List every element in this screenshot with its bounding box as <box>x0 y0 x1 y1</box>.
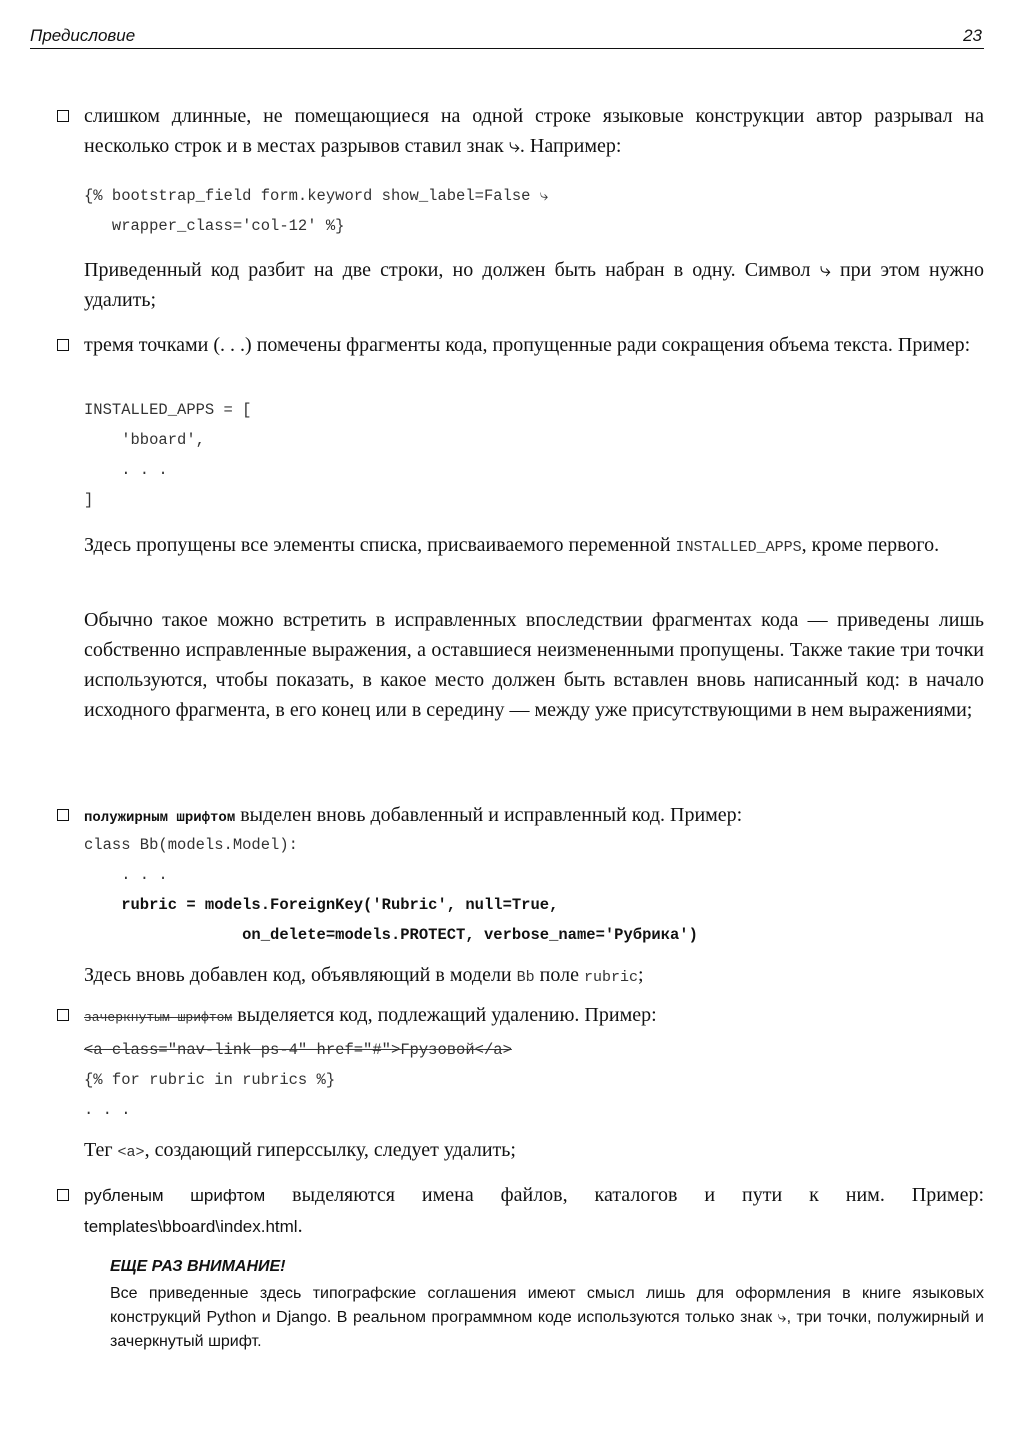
code-line: . . . <box>84 866 168 884</box>
paragraph: Обычно такое можно встретить в исправленных впоследствии фрагментах кода — приведены лишь собственно исправленные выражения, а оставшиеся неизмененными пропущены. Также такие три точки используются, чтобы показать, в какое место должен быть вставлен вновь написанный код: в начало исходного фрагмента, в его конец или в середину — между уже присутствующими в нем выражениями; <box>84 609 984 721</box>
paragraph: Здесь вновь добавлен код, объявляющий в модели Bb поле rubric; <box>84 964 644 986</box>
list-item-bold <box>84 800 984 833</box>
code-line-bold: rubric = models.ForeignKey('Rubric', null=True, <box>84 896 559 914</box>
paragraph: слишком длинные, не помещающиеся на одной строке языковые конструкции автор разрывал на несколько строк и в местах разрывов ставил знак ⤷. Например: <box>84 105 984 157</box>
code-line: wrapper_class='col-12' %} <box>84 217 345 235</box>
code-line: {% bootstrap_field form.keyword show_label=False ⤷ <box>84 187 549 205</box>
list-item-sans <box>84 1180 984 1242</box>
code-block <box>84 830 984 950</box>
code-line: . . . <box>84 1101 131 1119</box>
running-header-section: Предисловие <box>30 26 136 45</box>
code-line: ] <box>84 491 94 509</box>
note-box <box>110 1258 984 1354</box>
paragraph: тремя точками (. . .) помечены фрагменты кода, пропущенные ради сокращения объема текста. Пример: <box>84 334 971 356</box>
checkbox-bullet-icon <box>57 1009 69 1021</box>
code-line: . . . <box>84 461 168 479</box>
paragraph: Здесь пропущены все элементы списка, присваиваемого переменной INSTALLED_APPS, кроме первого. <box>84 534 940 556</box>
paragraph: Приведенный код разбит на две строки, но должен быть набран в одну. Символ ⤷ при этом нужно удалить; <box>84 259 984 311</box>
code-line: class Bb(models.Model): <box>84 836 298 854</box>
code-line: 'bboard', <box>84 431 205 449</box>
list-item-line-break <box>84 101 984 161</box>
code-block <box>84 395 984 515</box>
page-number: 23 <box>963 26 982 45</box>
paragraph: рубленым шрифтом выделяются имена файлов, каталогов и пути к ним. Пример: templates\bboard\index.html. <box>84 1184 985 1237</box>
code-line: {% for rubric in rubrics %} <box>84 1071 336 1089</box>
code-line-strike: <a class="nav-link ps-4" href="#">Грузовой</a> <box>84 1041 512 1059</box>
checkbox-bullet-icon <box>57 339 69 351</box>
note-text: Все приведенные здесь типографские соглашения имеют смысл лишь для оформления в книге языковых конструкций Python и Django. В реальном программном коде используются только знак ⤷, три точки, полужирный и зачеркнутый шрифт. <box>110 1285 984 1350</box>
checkbox-bullet-icon <box>57 110 69 122</box>
note-title: ЕЩЕ РАЗ ВНИМАНИЕ! <box>110 1258 286 1275</box>
code-block <box>84 181 984 241</box>
list-item-ellipsis <box>84 330 984 360</box>
code-line: INSTALLED_APPS = [ <box>84 401 252 419</box>
code-line-bold: on_delete=models.PROTECT, verbose_name='Рубрика') <box>84 926 698 944</box>
paragraph: полужирным шрифтом выделен вновь добавленный и исправленный код. Пример: <box>84 804 743 826</box>
checkbox-bullet-icon <box>57 809 69 821</box>
checkbox-bullet-icon <box>57 1189 69 1201</box>
header-divider <box>30 48 984 49</box>
list-item-strikethrough <box>84 1000 984 1033</box>
code-block <box>84 1035 984 1125</box>
paragraph: зачеркнутым шрифтом выделяется код, подлежащий удалению. Пример: <box>84 1004 657 1026</box>
paragraph: Тег <a>, создающий гиперссылку, следует удалить; <box>84 1139 516 1161</box>
